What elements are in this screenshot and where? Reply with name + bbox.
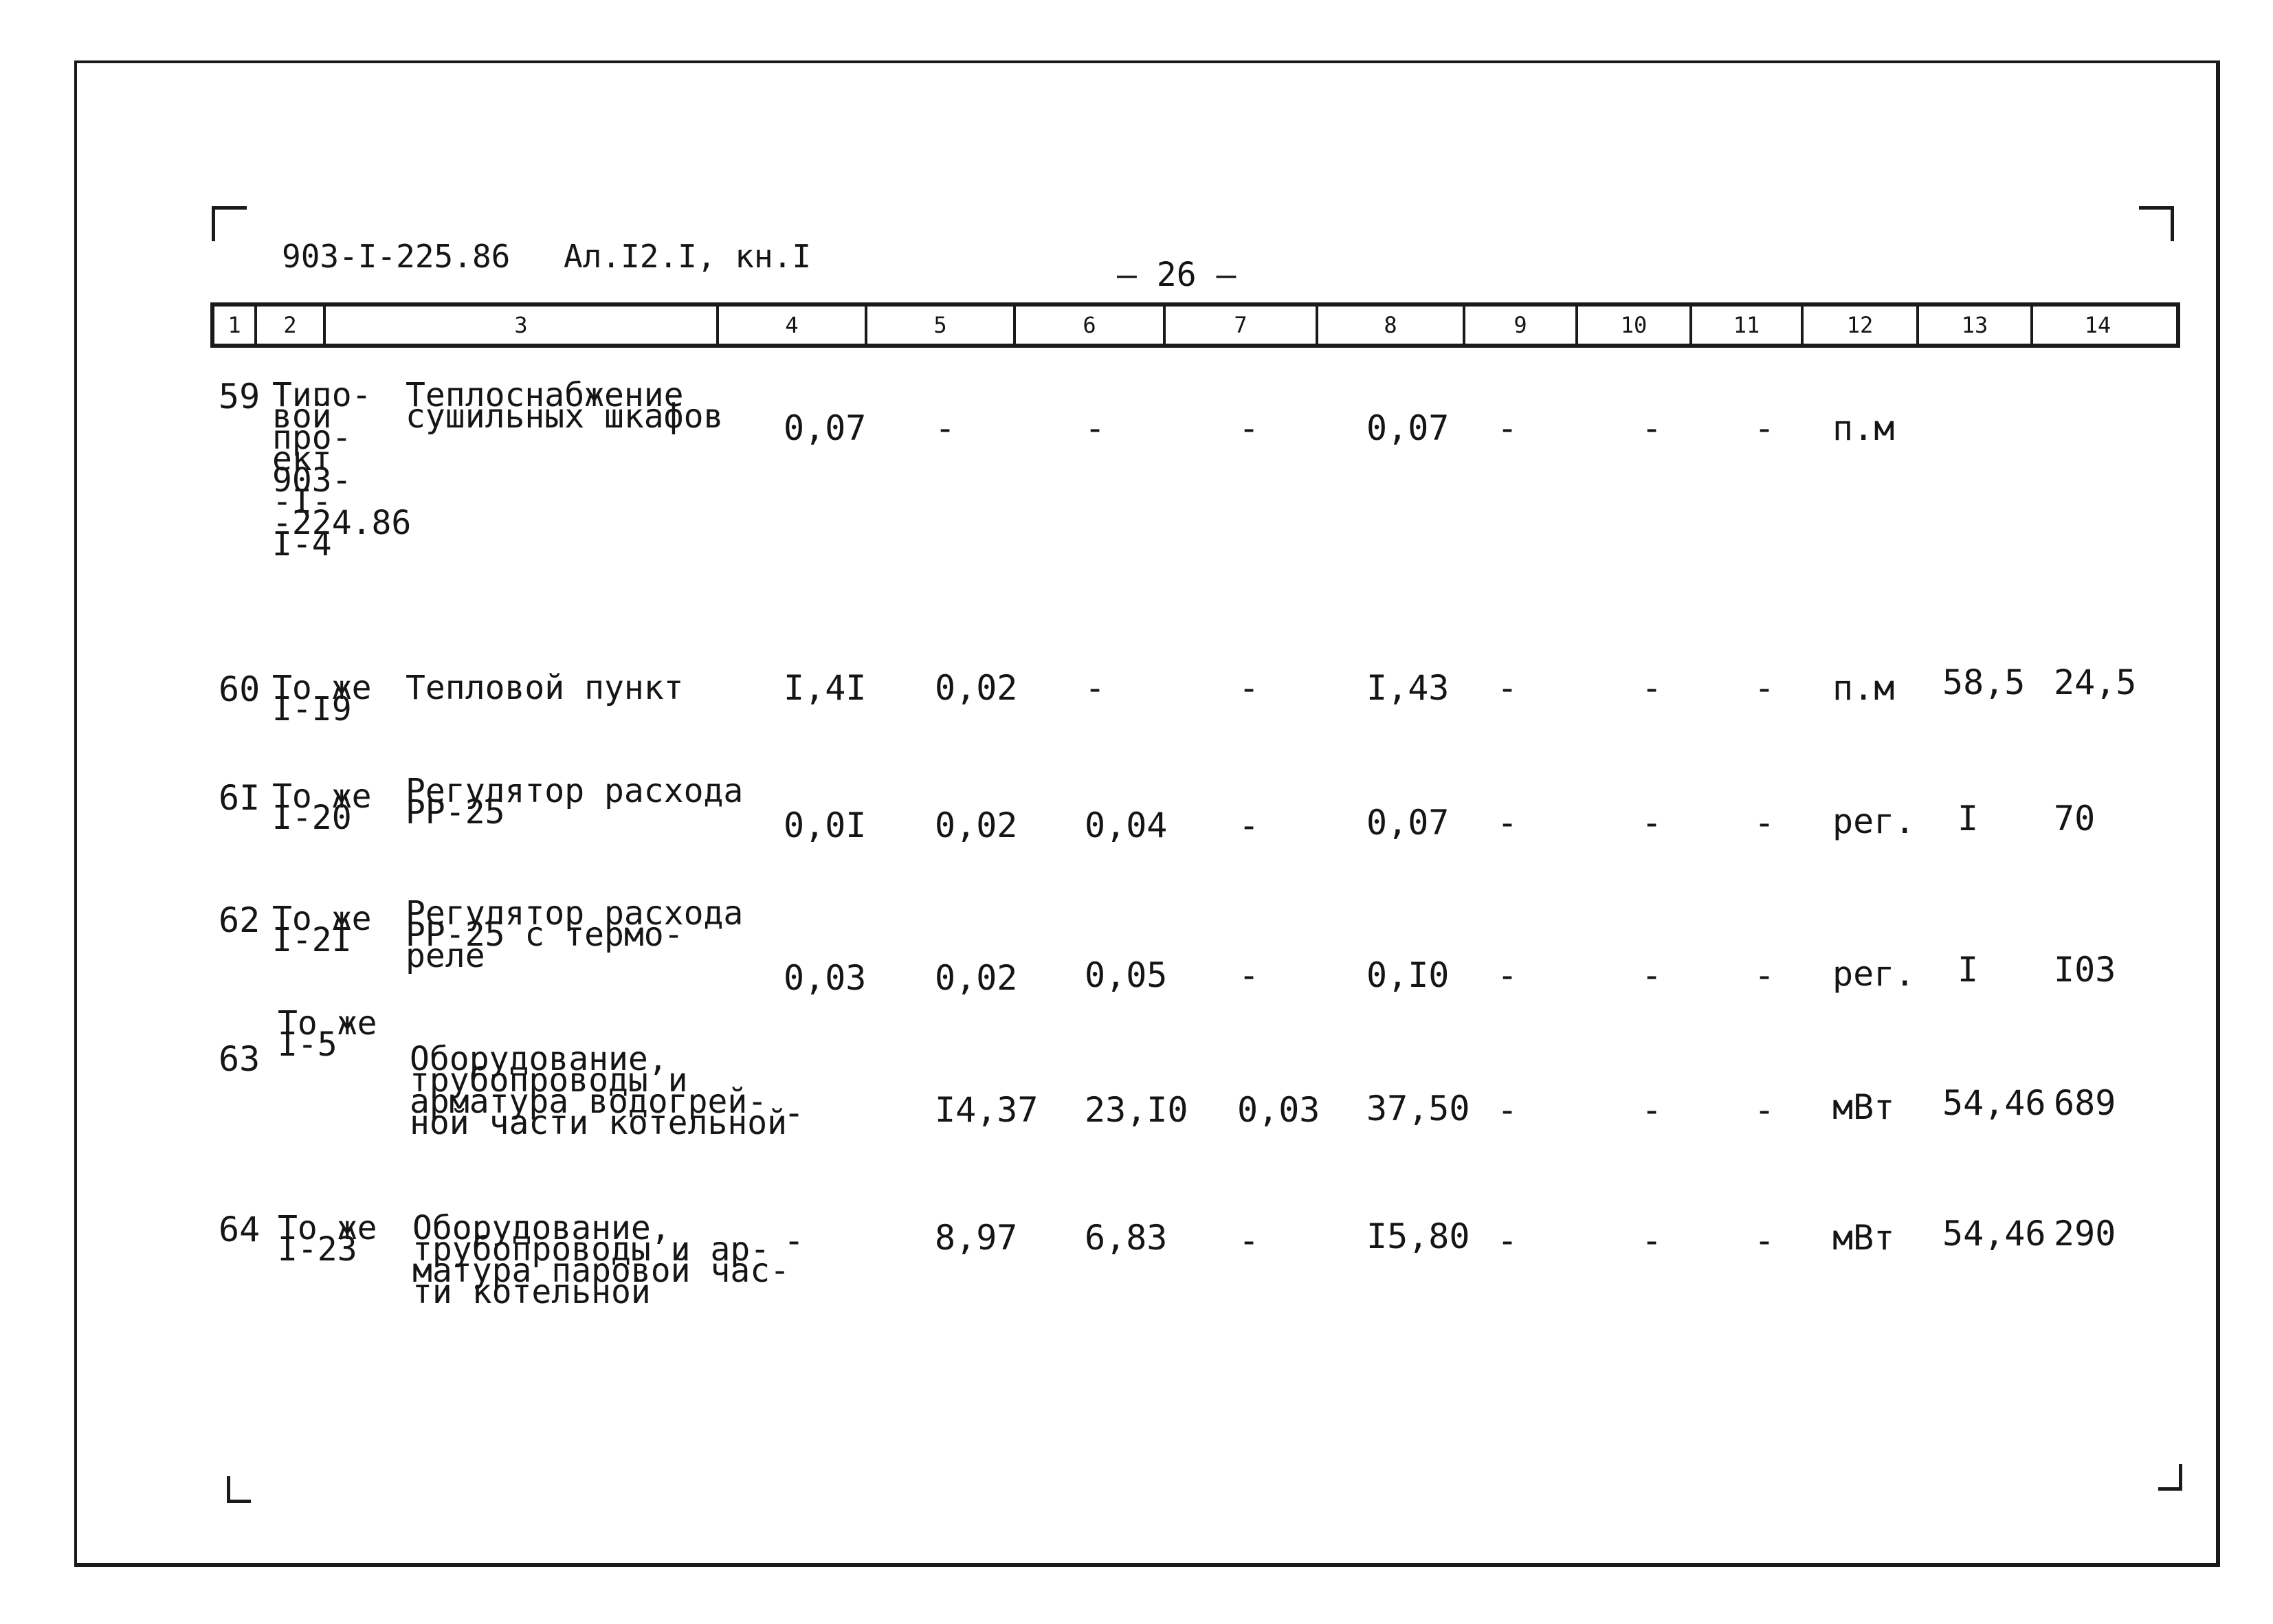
- row-reference: Типо- вой про- ект 903- -I- -224.86 I-4: [272, 376, 412, 564]
- cell-col8: I,43: [1366, 668, 1450, 708]
- cell-col5: -: [935, 408, 956, 448]
- album-reference: Ал.I2.I, кн.I: [564, 238, 812, 275]
- column-number: 1: [214, 307, 257, 344]
- cell-col11: -: [1754, 1221, 1775, 1260]
- cell-col4: 0,03: [784, 958, 867, 998]
- cell-col8: I5,80: [1366, 1216, 1470, 1256]
- row-number: 60: [219, 669, 260, 709]
- column-number: 2: [257, 307, 326, 344]
- column-number: 7: [1166, 307, 1318, 344]
- column-number: 3: [326, 307, 719, 344]
- cell-col8: 0,07: [1366, 408, 1450, 448]
- row-number: 63: [219, 1039, 260, 1079]
- row-reference: То же I-I9: [272, 669, 372, 728]
- cell-col7: -: [1239, 668, 1260, 708]
- page-number: — 26 —: [1117, 256, 1237, 294]
- cell-col9: -: [1497, 408, 1518, 448]
- cell-col13: I: [1958, 950, 1979, 990]
- row-name: Теплоснабжение сушильных шкафов: [406, 376, 724, 436]
- cell-col9: -: [1497, 1090, 1518, 1130]
- column-number-header: [210, 302, 2180, 348]
- cell-col12: рег.: [1832, 801, 1916, 841]
- column-number: 12: [1804, 307, 1919, 344]
- column-number: 6: [1016, 307, 1166, 344]
- row-name: Регулятор расхода РР-25: [406, 772, 744, 832]
- row-reference: То же I-5: [278, 1004, 377, 1064]
- row-number: 6I: [219, 778, 260, 818]
- cell-col6: -: [1085, 408, 1106, 448]
- cell-col4: 0,07: [784, 408, 867, 448]
- cell-col4: 0,0I: [784, 805, 867, 845]
- cell-col5: 0,02: [935, 958, 1018, 998]
- cell-col11: -: [1754, 955, 1775, 995]
- column-number: 5: [867, 307, 1016, 344]
- cell-col9: -: [1497, 803, 1518, 843]
- row-number: 62: [219, 900, 260, 940]
- column-number: 13: [1919, 307, 2033, 344]
- cell-col4: -: [784, 1221, 805, 1260]
- row-name: Оборудование, трубопроводы и арматура водогрей- ной части котельной: [410, 1040, 788, 1142]
- cell-col13: 54,46: [1942, 1083, 2046, 1123]
- cell-col10: -: [1641, 803, 1663, 843]
- cell-col5: 0,02: [935, 805, 1018, 845]
- row-number: 59: [219, 377, 260, 416]
- cell-col9: -: [1497, 1221, 1518, 1260]
- cell-col5: 0,02: [935, 668, 1018, 708]
- cell-col10: -: [1641, 1090, 1663, 1130]
- corner-mark-bottom-right: [2158, 1464, 2182, 1491]
- cell-col12: мВт: [1832, 1218, 1895, 1258]
- cell-col6: 0,04: [1085, 805, 1168, 845]
- cell-col14: 70: [2054, 799, 2096, 838]
- cell-col14: 290: [2054, 1214, 2116, 1254]
- cell-col10: -: [1641, 668, 1663, 708]
- cell-col11: -: [1754, 668, 1775, 708]
- cell-col7: 0,03: [1237, 1090, 1320, 1130]
- cell-col5: 8,97: [935, 1218, 1018, 1258]
- row-number: 64: [219, 1210, 260, 1249]
- cell-col7: -: [1239, 1221, 1260, 1260]
- cell-col7: -: [1239, 805, 1260, 845]
- cell-col10: -: [1641, 1221, 1663, 1260]
- row-name: Регулятор расхода РР-25 с термо- реле: [406, 894, 744, 975]
- row-name: Тепловой пункт: [406, 669, 684, 707]
- cell-col11: -: [1754, 803, 1775, 843]
- cell-col8: 0,I0: [1366, 955, 1450, 995]
- cell-col14: I03: [2054, 950, 2116, 990]
- cell-col10: -: [1641, 955, 1663, 995]
- cell-col5: I4,37: [935, 1090, 1039, 1130]
- document-code: 903-I-225.86: [282, 238, 511, 275]
- column-number: 14: [2084, 312, 2111, 338]
- cell-col12: п.м: [1832, 408, 1895, 448]
- cell-col7: -: [1239, 955, 1260, 995]
- column-number: 11: [1692, 307, 1804, 344]
- row-name: Оборудование, трубопроводы и ар- матура паровой час- ти котельной: [412, 1209, 790, 1311]
- cell-col8: 0,07: [1366, 803, 1450, 843]
- row-reference: То же I-20: [272, 777, 372, 837]
- cell-col12: рег.: [1832, 954, 1916, 994]
- cell-col4: I,4I: [784, 668, 867, 708]
- cell-col14: 689: [2054, 1083, 2116, 1123]
- column-number: 4: [719, 307, 867, 344]
- cell-col12: мВт: [1832, 1087, 1895, 1127]
- cell-col9: -: [1497, 955, 1518, 995]
- cell-col7: -: [1239, 408, 1260, 448]
- cell-col10: -: [1641, 408, 1663, 448]
- row-reference: То же I-23: [278, 1209, 377, 1269]
- cell-col12: п.м: [1832, 668, 1895, 708]
- corner-mark-bottom-left: [227, 1476, 251, 1503]
- cell-col13: I: [1958, 799, 1979, 838]
- cell-col6: 0,05: [1085, 955, 1168, 995]
- cell-col11: -: [1754, 1090, 1775, 1130]
- cell-col13: 54,46: [1942, 1214, 2046, 1254]
- column-number: 8: [1318, 307, 1465, 344]
- cell-col6: 6,83: [1085, 1218, 1168, 1258]
- column-number: 10: [1578, 307, 1692, 344]
- corner-mark-top-right: [2139, 206, 2174, 241]
- row-reference: То же I-2I: [272, 900, 372, 959]
- cell-col6: 23,I0: [1085, 1090, 1188, 1130]
- cell-col14: 24,5: [2054, 663, 2137, 702]
- cell-col6: -: [1085, 668, 1106, 708]
- cell-col9: -: [1497, 668, 1518, 708]
- cell-col4: -: [784, 1093, 805, 1133]
- cell-col13: 58,5: [1942, 663, 2026, 702]
- cell-col11: -: [1754, 408, 1775, 448]
- corner-mark-top-left: [212, 206, 247, 241]
- column-number: 9: [1465, 307, 1578, 344]
- cell-col8: 37,50: [1366, 1089, 1470, 1128]
